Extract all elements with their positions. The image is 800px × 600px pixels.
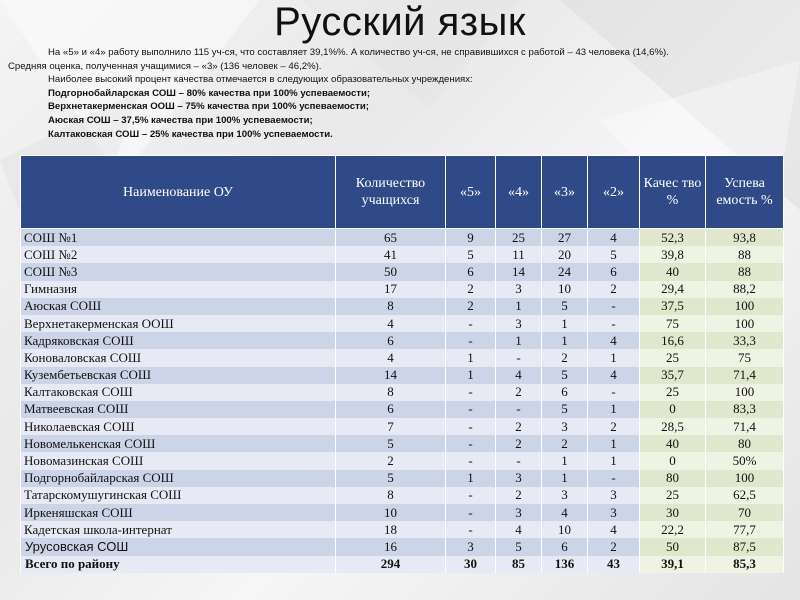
table-row [21,367,784,384]
grade-5-count-cell: - [446,418,496,435]
success-percent-cell: 70 [706,504,784,521]
grade-5-count-cell: - [446,384,496,401]
grade-2-count-cell: 1 [588,349,640,366]
grade-4-count-cell: 3 [496,315,542,332]
school-name-cell: Новомазинская СОШ [21,452,336,469]
grade-2-count-cell: 1 [588,452,640,469]
grade-5-count-cell: - [446,487,496,504]
grade-2-count-cell: 2 [588,538,640,555]
intro-line-2: Средняя оценка, полученная учащимися – «3» (136 человек – 46,2%). [8,60,322,72]
header-school-name: Наименование ОУ [21,156,336,229]
success-percent-cell: 100 [706,298,784,315]
school-name-cell: Кадряковская СОШ [21,332,336,349]
student-count-cell: 5 [336,435,446,452]
grade-4-count-cell: 2 [496,418,542,435]
grade-5-count-cell: - [446,401,496,418]
student-count-cell: 5 [336,470,446,487]
grade-2-count-cell: 4 [588,229,640,247]
school-name-cell: Коноваловская СОШ [21,349,336,366]
success-percent-cell: 50% [706,452,784,469]
grade-5-count-cell: - [446,332,496,349]
grade-4-count-cell: - [496,452,542,469]
table-row [21,452,784,469]
student-count-cell: 10 [336,504,446,521]
grade-3-count-cell: 6 [542,538,588,555]
grade-5-count-cell: 30 [446,556,496,573]
grade-5-count-cell: - [446,435,496,452]
grade-5-count-cell: - [446,504,496,521]
grade-4-count-cell: 3 [496,470,542,487]
header-grade-2: «2» [588,156,640,229]
success-percent-cell: 80 [706,435,784,452]
student-count-cell: 294 [336,556,446,573]
quality-percent-cell: 39,1 [640,556,706,573]
results-table [20,155,784,573]
grade-3-count-cell: 5 [542,401,588,418]
school-name-cell: Татарскомушугинская СОШ [21,487,336,504]
grade-2-count-cell: 5 [588,246,640,263]
table-row [21,298,784,315]
success-percent-cell: 83,3 [706,401,784,418]
grade-3-count-cell: 20 [542,246,588,263]
grade-3-count-cell: 4 [542,504,588,521]
grade-5-count-cell: 5 [446,246,496,263]
quality-percent-cell: 25 [640,384,706,401]
grade-4-count-cell: 25 [496,229,542,247]
page-title: Русский язык [274,0,526,44]
table-row [21,470,784,487]
grade-3-count-cell: 10 [542,281,588,298]
table-row [21,315,784,332]
school-name-cell: Всего по району [21,556,336,573]
grade-2-count-cell: 3 [588,504,640,521]
grade-4-count-cell: 3 [496,504,542,521]
success-percent-cell: 75 [706,349,784,366]
quality-percent-cell: 80 [640,470,706,487]
grade-5-count-cell: 6 [446,263,496,280]
header-success-rate: Успева емость % [706,156,784,229]
student-count-cell: 4 [336,349,446,366]
quality-percent-cell: 40 [640,435,706,452]
table-total-row [21,556,784,573]
table-row [21,349,784,366]
table-row [21,281,784,298]
grade-5-count-cell: 3 [446,538,496,555]
grade-4-count-cell: 2 [496,384,542,401]
grade-5-count-cell: 2 [446,298,496,315]
table-row [21,521,784,538]
success-percent-cell: 85,3 [706,556,784,573]
table-row [21,384,784,401]
school-name-cell: Гимназия [21,281,336,298]
table-row [21,504,784,521]
grade-2-count-cell: 4 [588,367,640,384]
grade-3-count-cell: 6 [542,384,588,401]
grade-3-count-cell: 10 [542,521,588,538]
success-percent-cell: 88 [706,246,784,263]
intro-line-3: Наиболее высокий процент качества отмечается в следующих образовательных учреждениях: [48,74,473,86]
school-name-cell: СОШ №3 [21,263,336,280]
grade-5-count-cell: 9 [446,229,496,247]
school-name-cell: Николаевская СОШ [21,418,336,435]
success-percent-cell: 88 [706,263,784,280]
grade-4-count-cell: 1 [496,298,542,315]
success-percent-cell: 71,4 [706,367,784,384]
highlight-item: Верхнетакерменская ООШ – 75% качества при 100% успеваемости; [48,101,369,113]
school-name-cell: СОШ №1 [21,229,336,247]
success-percent-cell: 88,2 [706,281,784,298]
header-student-count: Количество учащихся [336,156,446,229]
table-row [21,332,784,349]
grade-3-count-cell: 2 [542,349,588,366]
table-row [21,435,784,452]
grade-3-count-cell: 2 [542,435,588,452]
school-name-cell: Матвеевская СОШ [21,401,336,418]
grade-3-count-cell: 136 [542,556,588,573]
school-name-cell: Урусовская СОШ [21,538,336,555]
table-row [21,418,784,435]
school-name-cell: Новомелькенская СОШ [21,435,336,452]
grade-5-count-cell: 1 [446,349,496,366]
success-percent-cell: 77,7 [706,521,784,538]
quality-percent-cell: 75 [640,315,706,332]
grade-5-count-cell: - [446,315,496,332]
school-name-cell: Подгорнобайларская СОШ [21,470,336,487]
grade-2-count-cell: 4 [588,332,640,349]
quality-percent-cell: 22,2 [640,521,706,538]
grade-4-count-cell: 11 [496,246,542,263]
success-percent-cell: 71,4 [706,418,784,435]
school-name-cell: Кузембетьевская СОШ [21,367,336,384]
grade-2-count-cell: - [588,470,640,487]
student-count-cell: 18 [336,521,446,538]
table-header-row [21,156,784,229]
table-row [21,229,784,247]
grade-4-count-cell: 85 [496,556,542,573]
success-percent-cell: 33,3 [706,332,784,349]
grade-4-count-cell: 2 [496,487,542,504]
student-count-cell: 14 [336,367,446,384]
grade-2-count-cell: 6 [588,263,640,280]
table-body [21,229,784,573]
quality-percent-cell: 30 [640,504,706,521]
highlight-item: Калтаковская СОШ – 25% качества при 100% успеваемости. [48,128,333,140]
grade-3-count-cell: 1 [542,315,588,332]
student-count-cell: 50 [336,263,446,280]
grade-2-count-cell: - [588,384,640,401]
quality-percent-cell: 0 [640,452,706,469]
success-percent-cell: 62,5 [706,487,784,504]
grade-3-count-cell: 5 [542,298,588,315]
quality-percent-cell: 0 [640,401,706,418]
grade-2-count-cell: 4 [588,521,640,538]
highlight-item: Аюская СОШ – 37,5% качества при 100% успеваемости; [48,114,313,126]
table-row [21,401,784,418]
grade-4-count-cell: 1 [496,332,542,349]
grade-5-count-cell: - [446,452,496,469]
table-row [21,487,784,504]
grade-5-count-cell: 2 [446,281,496,298]
school-name-cell: Иркеняшская СОШ [21,504,336,521]
student-count-cell: 17 [336,281,446,298]
grade-4-count-cell: 2 [496,435,542,452]
grade-5-count-cell: - [446,521,496,538]
quality-percent-cell: 25 [640,349,706,366]
success-percent-cell: 93,8 [706,229,784,247]
grade-2-count-cell: 1 [588,401,640,418]
table-row [21,538,784,555]
quality-percent-cell: 29,4 [640,281,706,298]
student-count-cell: 65 [336,229,446,247]
grade-4-count-cell: 4 [496,521,542,538]
school-name-cell: Калтаковская СОШ [21,384,336,401]
school-name-cell: СОШ №2 [21,246,336,263]
quality-percent-cell: 16,6 [640,332,706,349]
grade-4-count-cell: 4 [496,367,542,384]
quality-percent-cell: 52,3 [640,229,706,247]
header-grade-4: «4» [496,156,542,229]
grade-4-count-cell: 14 [496,263,542,280]
grade-2-count-cell: 43 [588,556,640,573]
grade-3-count-cell: 1 [542,470,588,487]
grade-2-count-cell: 1 [588,435,640,452]
grade-2-count-cell: 2 [588,281,640,298]
table-row [21,263,784,280]
table-row [21,246,784,263]
intro-line-1: На «5» и «4» работу выполнило 115 уч-ся, что составляет 39,1%%. А количество уч-ся, не справившихся с работой – 43 человека (14,6%). [48,47,669,58]
intro-text [8,46,796,141]
success-percent-cell: 87,5 [706,538,784,555]
grade-3-count-cell: 1 [542,332,588,349]
student-count-cell: 6 [336,401,446,418]
school-name-cell: Аюская СОШ [21,298,336,315]
student-count-cell: 8 [336,487,446,504]
student-count-cell: 8 [336,384,446,401]
student-count-cell: 4 [336,315,446,332]
success-percent-cell: 100 [706,315,784,332]
quality-percent-cell: 35,7 [640,367,706,384]
student-count-cell: 16 [336,538,446,555]
grade-4-count-cell: - [496,349,542,366]
student-count-cell: 7 [336,418,446,435]
grade-4-count-cell: 3 [496,281,542,298]
student-count-cell: 2 [336,452,446,469]
student-count-cell: 8 [336,298,446,315]
student-count-cell: 41 [336,246,446,263]
grade-5-count-cell: 1 [446,367,496,384]
grade-3-count-cell: 24 [542,263,588,280]
school-name-cell: Кадетская школа-интернат [21,521,336,538]
quality-percent-cell: 37,5 [640,298,706,315]
header-quality: Качес тво % [640,156,706,229]
school-name-cell: Верхнетакерменская ООШ [21,315,336,332]
student-count-cell: 6 [336,332,446,349]
grade-3-count-cell: 27 [542,229,588,247]
header-grade-3: «3» [542,156,588,229]
grade-4-count-cell: - [496,401,542,418]
grade-2-count-cell: - [588,298,640,315]
grade-2-count-cell: - [588,315,640,332]
header-grade-5: «5» [446,156,496,229]
grade-4-count-cell: 5 [496,538,542,555]
quality-percent-cell: 28,5 [640,418,706,435]
grade-2-count-cell: 3 [588,487,640,504]
success-percent-cell: 100 [706,470,784,487]
quality-percent-cell: 39,8 [640,246,706,263]
grade-2-count-cell: 2 [588,418,640,435]
highlight-item: Подгорнобайларская СОШ – 80% качества при 100% успеваемости; [48,87,371,99]
success-percent-cell: 100 [706,384,784,401]
grade-3-count-cell: 3 [542,418,588,435]
quality-percent-cell: 40 [640,263,706,280]
grade-5-count-cell: 1 [446,470,496,487]
quality-percent-cell: 50 [640,538,706,555]
grade-3-count-cell: 3 [542,487,588,504]
grade-3-count-cell: 5 [542,367,588,384]
quality-percent-cell: 25 [640,487,706,504]
grade-3-count-cell: 1 [542,452,588,469]
